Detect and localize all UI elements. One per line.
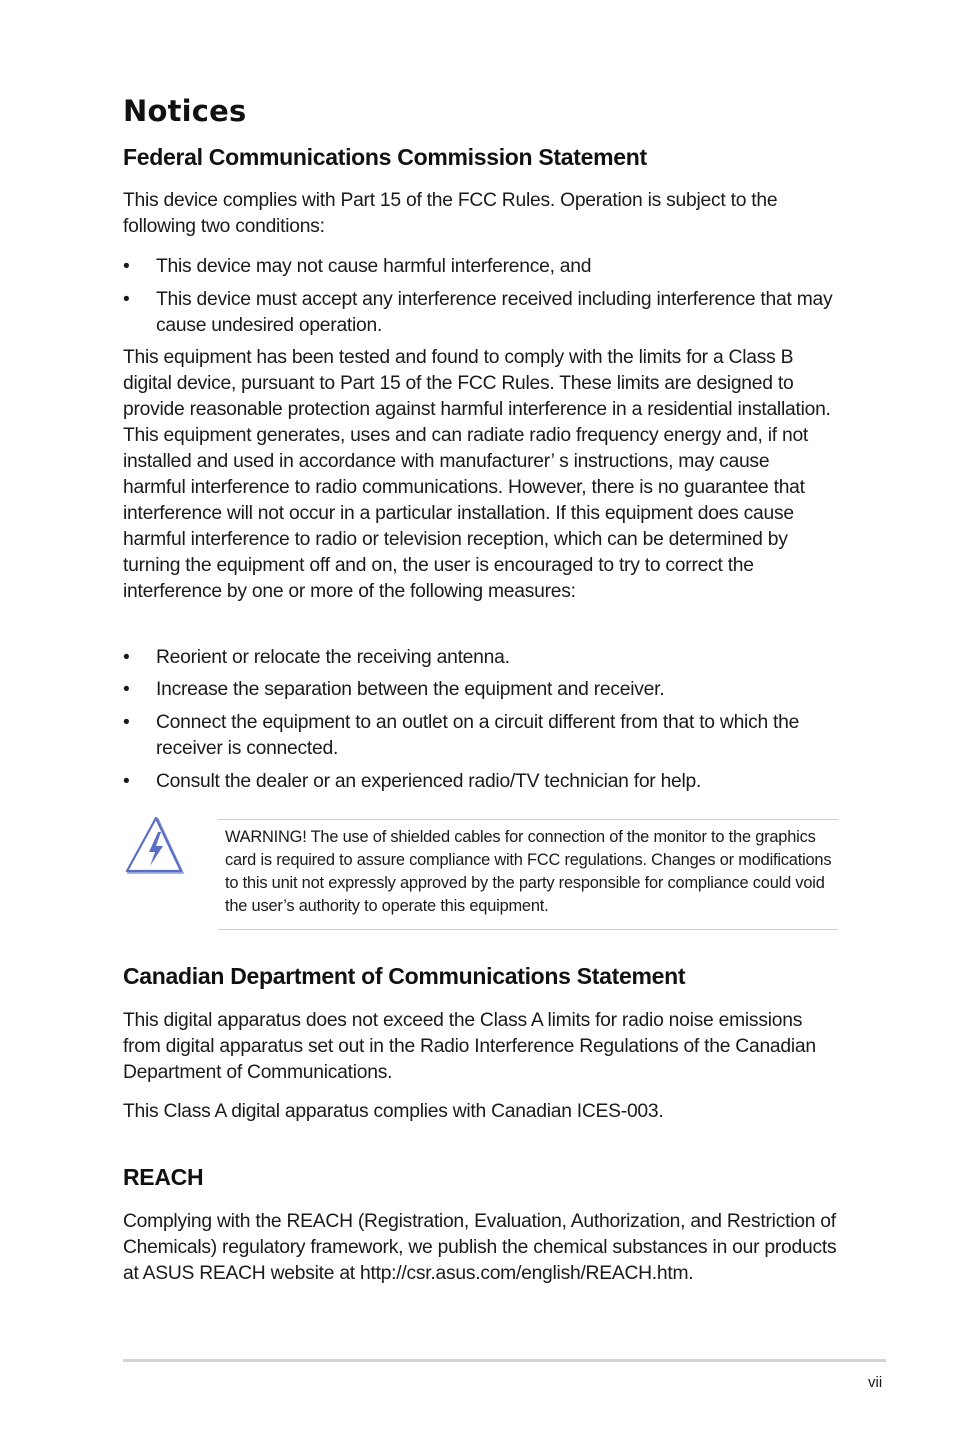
measure-text: Reorient or relocate the receiving antenna. xyxy=(156,647,510,668)
bullet-marker: • xyxy=(123,289,130,310)
bullet-marker: • xyxy=(123,712,130,733)
page-number: vii xyxy=(868,1374,883,1391)
condition-text: This device may not cause harmful interference, and xyxy=(156,256,592,277)
measure-text: Connect the equipment to an outlet on a circuit different from that to which the receiver is connected. xyxy=(156,712,800,759)
warning-text: WARNING! The use of shielded cables for connection of the monitor to the graphics card is required to assure compliance with FCC regulations. Changes or modifications to this unit not expressly approved by the party responsible for compliance could void the user’s authority to operate this equipment. xyxy=(225,828,832,915)
list-item xyxy=(123,710,843,762)
bullet-marker: • xyxy=(123,679,130,700)
list-item xyxy=(123,645,843,671)
reach-heading: REACH xyxy=(123,1164,204,1190)
page-title: Notices xyxy=(123,94,247,128)
list-item xyxy=(123,769,843,795)
measure-text: Increase the separation between the equipment and receiver. xyxy=(156,679,665,700)
list-item xyxy=(123,254,843,280)
fcc-body: This equipment has been tested and found to comply with the limits for a Class B digital device, pursuant to Part 15 of the FCC Rules. These limits are designed to provide reasonable protection against harmful interference in a residential installation. This equipment generates, uses and can radiate radio frequency energy and, if not installed and used in accordance with manufacturer’ s instructions, may cause harmful interference to radio communications. However, there is no guarantee that interference will not occur in a particular installation. If this equipment does cause harmful interference to radio or television reception, which can be determined by turning the equipment off and on, the user is encouraged to try to correct the interference by one or more of the following measures: xyxy=(123,347,831,602)
canadian-para-2: This Class A digital apparatus complies with Canadian ICES-003. xyxy=(123,1101,664,1122)
measure-text: Consult the dealer or an experienced radio/TV technician for help. xyxy=(156,771,702,792)
reach-body: Complying with the REACH (Registration, Evaluation, Authorization, and Restriction of Chemicals) regulatory framework, we publish the chemical substances in our products at ASUS REACH website at http://csr.asus.com/english/REACH.htm. xyxy=(123,1211,837,1284)
canadian-para-1: This digital apparatus does not exceed the Class A limits for radio noise emissions from digital apparatus set out in the Radio Interference Regulations of the Canadian Department of Communications. xyxy=(123,1010,816,1083)
bullet-marker: • xyxy=(123,771,130,792)
fcc-heading: Federal Communications Commission Statement xyxy=(123,144,647,170)
bullet-marker: • xyxy=(123,647,130,668)
fcc-intro: This device complies with Part 15 of the FCC Rules. Operation is subject to the following two conditions: xyxy=(123,190,778,237)
list-item xyxy=(123,677,843,703)
condition-text: This device must accept any interference received including interference that may cause undesired operation. xyxy=(156,289,833,336)
canadian-heading: Canadian Department of Communications Statement xyxy=(123,963,686,989)
bullet-marker: • xyxy=(123,256,130,277)
list-item xyxy=(123,287,843,339)
footer-divider xyxy=(123,1359,886,1362)
warning-triangle-lightning-icon xyxy=(125,816,185,876)
warning-box xyxy=(218,819,838,930)
